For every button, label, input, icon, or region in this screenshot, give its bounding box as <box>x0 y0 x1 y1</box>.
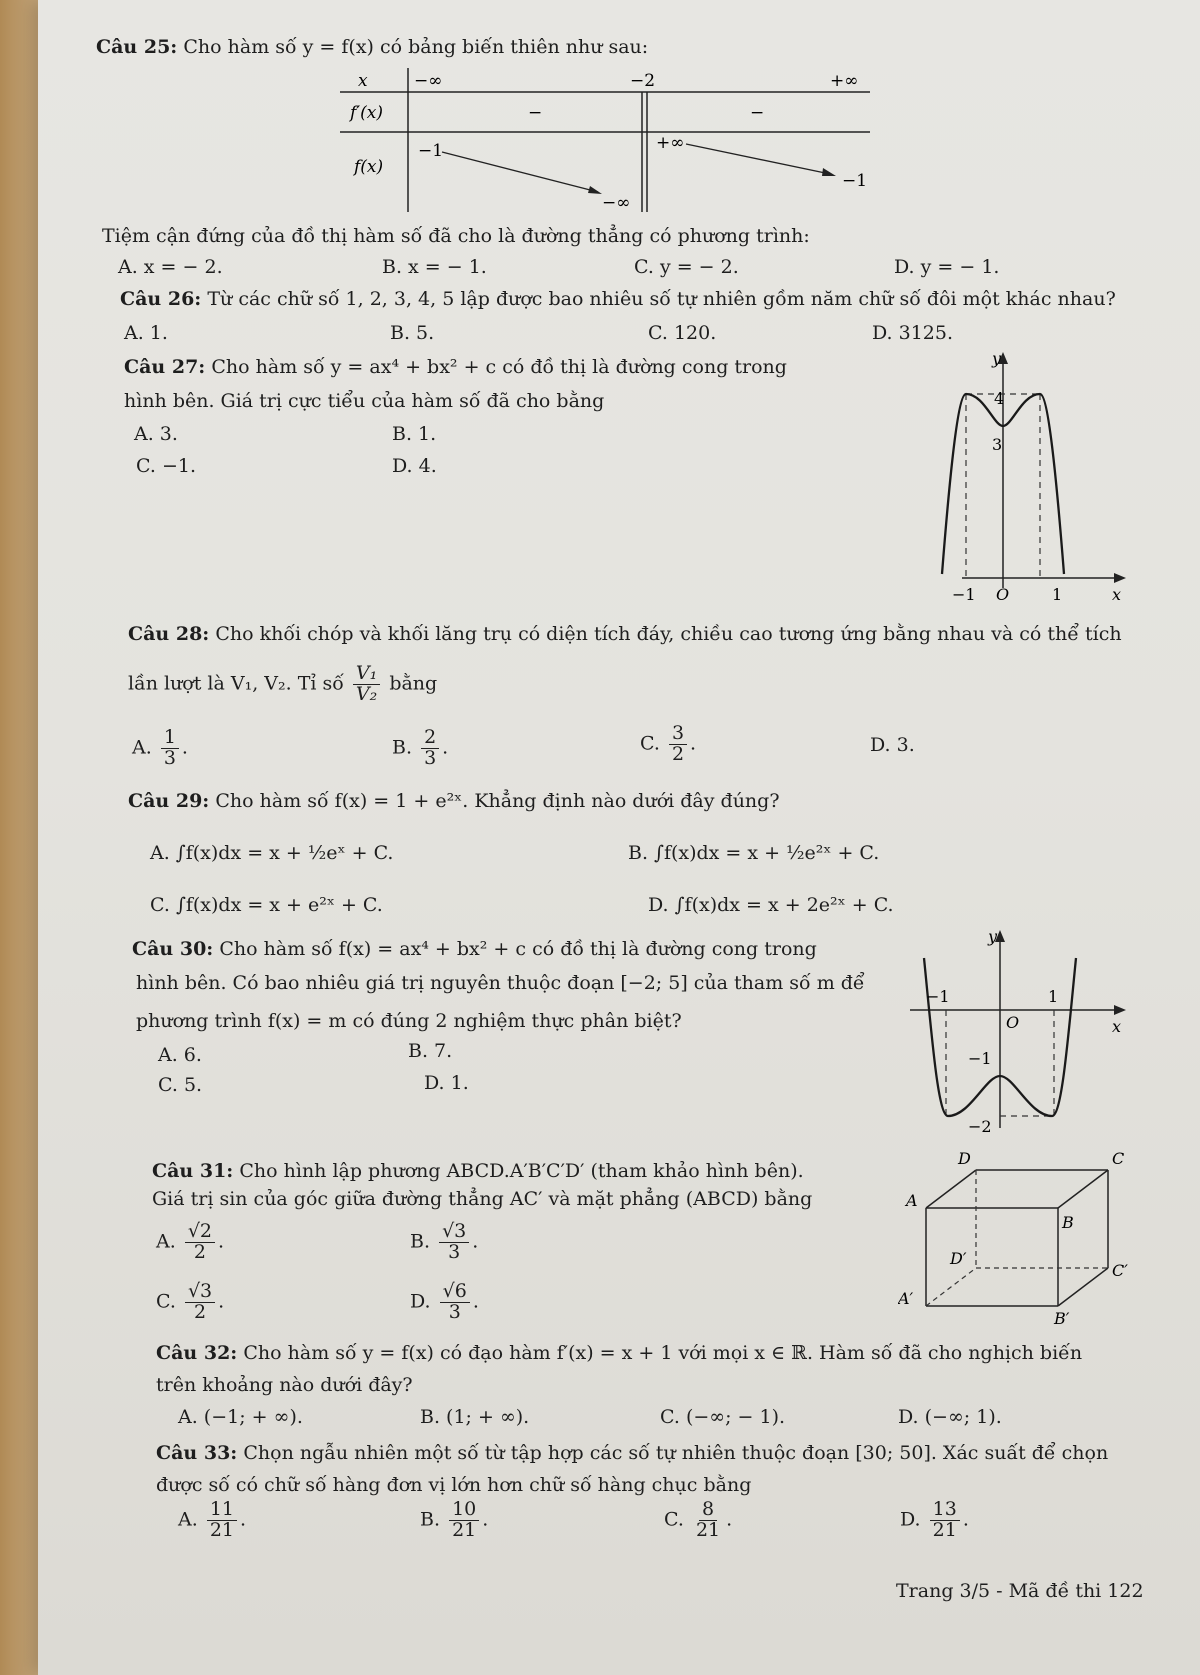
vt-arrow-down-left <box>442 152 598 192</box>
vt-f-left-bottom: −∞ <box>602 193 631 212</box>
q26 <box>120 288 1116 311</box>
q30-title: Câu 30: <box>132 938 214 960</box>
q27-graph-1: 1 <box>1052 585 1063 602</box>
q30-option-a[interactable]: A. 6. <box>158 1044 202 1066</box>
q26-stem: Từ các chữ số 1, 2, 3, 4, 5 lập được bao nhiêu số tự nhiên gồm năm chữ số đôi một khác nhau? <box>207 288 1116 310</box>
q28 <box>128 623 1122 646</box>
vt-x-m2: −2 <box>630 71 656 91</box>
q30-graph-ym2: −2 <box>968 1117 992 1136</box>
q33 <box>156 1442 1108 1465</box>
q31-option-d[interactable]: D. $\frac{√6}{3}$ . <box>410 1280 479 1323</box>
q27-option-b[interactable]: B. 1. <box>392 423 437 445</box>
q32-option-a[interactable]: A. (−1; + ∞). <box>178 1406 303 1428</box>
q29-stem: Cho hàm số f(x) = 1 + e²ˣ. Khẳng định nào dưới đây đúng? <box>215 790 780 812</box>
q30-stem2: hình bên. Có bao nhiêu giá trị nguyên thuộc đoạn [−2; 5] của tham số m để <box>136 972 865 994</box>
q30-graph-x1: 1 <box>1048 987 1059 1006</box>
q30 <box>132 938 817 961</box>
page-footer: Trang 3/5 - Mã đề thi 122 <box>896 1580 1144 1602</box>
q29-option-d[interactable]: D. ∫f(x)dx = x + 2e²ˣ + C. <box>648 894 894 916</box>
vt-fp-label: f′(x) <box>350 103 384 123</box>
q26-option-b[interactable]: B. 5. <box>390 322 435 344</box>
q32-option-b[interactable]: B. (1; + ∞). <box>420 1406 530 1428</box>
q28-ratio-num: V₁ <box>353 664 380 685</box>
q27-graph-3: 3 <box>992 435 1003 454</box>
q28-option-a[interactable]: A. $\frac{1}{3}$ . <box>132 726 188 769</box>
q28-ratio-den: V₂ <box>355 682 378 705</box>
q28-option-b[interactable]: B. $\frac{2}{3}$ . <box>392 726 449 769</box>
q30-option-d[interactable]: D. 1. <box>424 1072 469 1094</box>
q25 <box>96 36 648 59</box>
q27-title: Câu 27: <box>124 356 206 378</box>
q30-graph-ym1: −1 <box>968 1049 992 1068</box>
q27-graph-o: O <box>996 585 1010 602</box>
q28-stem2b: bằng <box>389 672 438 695</box>
cube-label-ap: A′ <box>898 1289 914 1308</box>
q32-stem2: trên khoảng nào dưới đây? <box>156 1374 413 1396</box>
q28-stem1: Cho khối chóp và khối lăng trụ có diện tích đáy, chiều cao tương ứng bằng nhau và có thể tích <box>215 623 1122 645</box>
q33-stem1: Chọn ngẫu nhiên một số từ tập hợp các số tự nhiên thuộc đoạn [30; 50]. Xác suất để chọn <box>243 1442 1109 1464</box>
q29-option-b[interactable]: B. ∫f(x)dx = x + ½e²ˣ + C. <box>628 842 880 864</box>
q28-line2 <box>128 664 437 705</box>
vt-f-right-bottom: −1 <box>842 171 868 191</box>
q33-option-d[interactable]: D. $\frac{13}{21}$ . <box>900 1498 969 1541</box>
cube-label-cp: C′ <box>1112 1261 1128 1280</box>
q31-option-c[interactable]: C. $\frac{√3}{2}$ . <box>156 1280 225 1323</box>
q31-title: Câu 31: <box>152 1160 234 1182</box>
q25-option-b[interactable]: B. x = − 1. <box>382 256 487 278</box>
q32-title: Câu 32: <box>156 1342 238 1364</box>
q31-stem2: Giá trị sin của góc giữa đường thẳng AC′ và mặt phẳng (ABCD) bằng <box>152 1188 813 1210</box>
q33-title: Câu 33: <box>156 1442 238 1464</box>
q27-option-d[interactable]: D. 4. <box>392 455 437 477</box>
cube-label-dp: D′ <box>950 1249 967 1268</box>
q27-stem1: Cho hàm số y = ax⁴ + bx² + c có đồ thị là đường cong trong <box>211 356 787 378</box>
q27-graph-x: x <box>1112 585 1122 602</box>
q29 <box>128 790 780 813</box>
q28-title: Câu 28: <box>128 623 210 645</box>
q32-stem1: Cho hàm số y = f(x) có đạo hàm f′(x) = x + 1 với mọi x ∈ ℝ. Hàm số đã cho nghịch biến <box>243 1342 1083 1364</box>
q29-option-c[interactable]: C. ∫f(x)dx = x + e²ˣ + C. <box>150 894 383 916</box>
vt-x-minus-inf: −∞ <box>414 71 443 91</box>
q32-option-c[interactable]: C. (−∞; − 1). <box>660 1406 786 1428</box>
q28-stem2a: lần lượt là V₁, V₂. Tỉ số <box>128 672 344 695</box>
q32-option-d[interactable]: D. (−∞; 1). <box>898 1406 1002 1428</box>
vt-f-right-top: +∞ <box>656 133 685 153</box>
vt-f-left-top: −1 <box>418 141 444 161</box>
q30-graph-x: x <box>1112 1017 1122 1036</box>
q33-option-a[interactable]: A. $\frac{11}{21}$ . <box>178 1498 247 1541</box>
q27-graph-4: 4 <box>994 389 1005 408</box>
q27-stem2: hình bên. Giá trị cực tiểu của hàm số đã cho bằng <box>124 390 605 412</box>
q29-option-a[interactable]: A. ∫f(x)dx = x + ½eˣ + C. <box>150 842 394 864</box>
q30-stem1: Cho hàm số f(x) = ax⁴ + bx² + c có đồ thị là đường cong trong <box>219 938 817 960</box>
q26-option-d[interactable]: D. 3125. <box>872 322 954 344</box>
q31-stem1: Cho hình lập phương ABCD.A′B′C′D′ (tham khảo hình bên). <box>239 1160 804 1182</box>
q30-stem3: phương trình f(x) = m có đúng 2 nghiệm thực phân biệt? <box>136 1010 682 1032</box>
cube-label-bp: B′ <box>1054 1309 1070 1324</box>
q26-title: Câu 26: <box>120 288 202 310</box>
q28-option-d[interactable]: D. 3. <box>870 734 915 756</box>
q31 <box>152 1160 804 1183</box>
cube-label-d: D <box>958 1149 971 1168</box>
cube-figure <box>898 1148 1158 1324</box>
vt-fp-left: − <box>528 103 543 123</box>
q27-option-c[interactable]: C. −1. <box>136 455 196 477</box>
q26-option-a[interactable]: A. 1. <box>124 322 168 344</box>
q27-graph <box>900 352 1140 602</box>
q33-option-c[interactable]: C. $\frac{8}{21}$ . <box>664 1498 733 1541</box>
q25-title: Câu 25: <box>96 36 178 58</box>
cube-label-c: C <box>1112 1149 1125 1168</box>
q29-title: Câu 29: <box>128 790 210 812</box>
q30-option-c[interactable]: C. 5. <box>158 1074 203 1096</box>
q31-option-a[interactable]: A. $\frac{√2}{2}$ . <box>156 1220 225 1263</box>
vt-x-plus-inf: +∞ <box>830 71 859 91</box>
q30-graph <box>890 928 1130 1148</box>
variation-table <box>340 68 880 212</box>
vt-f-label: f(x) <box>354 157 384 177</box>
cube-label-b: B <box>1062 1213 1074 1232</box>
vt-arrow-down-right <box>686 144 830 174</box>
q30-option-b[interactable]: B. 7. <box>408 1040 453 1062</box>
q25-stem: Cho hàm số y = f(x) có bảng biến thiên như sau: <box>183 36 649 58</box>
q25-option-d[interactable]: D. y = − 1. <box>894 256 1000 278</box>
vt-fp-right: − <box>750 103 765 123</box>
q25-question: Tiệm cận đứng của đồ thị hàm số đã cho là đường thẳng có phương trình: <box>102 225 810 247</box>
cube-label-a: A <box>906 1191 918 1210</box>
q30-graph-o: O <box>1006 1013 1020 1032</box>
vt-x-label: x <box>358 71 368 91</box>
q27 <box>124 356 787 379</box>
q26-option-c[interactable]: C. 120. <box>648 322 717 344</box>
q30-graph-y: y <box>988 928 998 946</box>
q27-option-a[interactable]: A. 3. <box>134 423 178 445</box>
q27-graph-y: y <box>992 352 1002 368</box>
q32 <box>156 1342 1082 1365</box>
q33-stem2: được số có chữ số hàng đơn vị lớn hơn chữ số hàng chục bằng <box>156 1474 752 1496</box>
q33-option-b[interactable]: B. $\frac{10}{21}$ . <box>420 1498 489 1541</box>
q28-option-c[interactable]: C. $\frac{3}{2}$ . <box>640 722 697 765</box>
q27-graph-m1: −1 <box>952 585 976 602</box>
q31-option-b[interactable]: B. $\frac{√3}{3}$ . <box>410 1220 479 1263</box>
q25-option-a[interactable]: A. x = − 2. <box>118 256 223 278</box>
q25-option-c[interactable]: C. y = − 2. <box>634 256 739 278</box>
q30-graph-xm1: −1 <box>926 987 950 1006</box>
